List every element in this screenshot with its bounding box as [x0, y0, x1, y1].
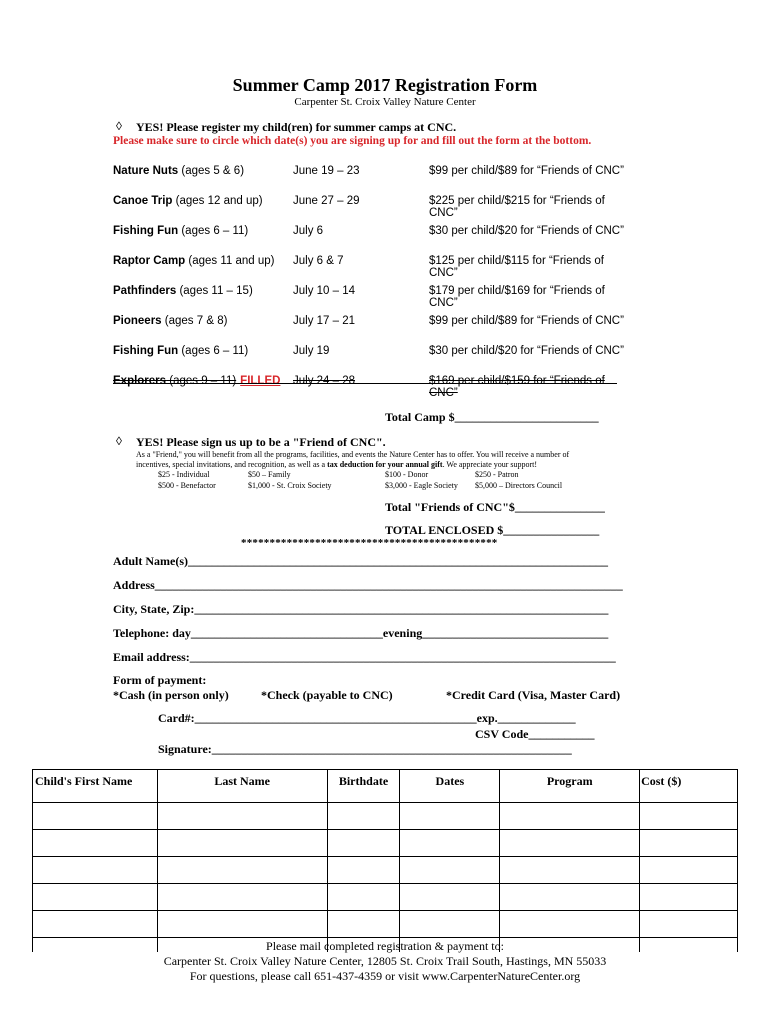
table-cell[interactable] [500, 911, 640, 938]
camp-ages: (ages 6 – 11) [178, 345, 249, 357]
level-50: $50 – Family [248, 470, 291, 479]
city-state-zip-field[interactable]: City, State, Zip:_____________________________________________________________________ [113, 602, 609, 616]
card-number-field[interactable]: Card#:_______________________________________________exp._____________ [158, 711, 576, 725]
total-friends-field[interactable]: Total "Friends of CNC"$_______________ [385, 500, 605, 514]
level-1000: $1,000 - St. Croix Society [248, 481, 332, 490]
camp-price: $169 per child/$159 for “Friends of CNC” [429, 375, 605, 399]
page-subtitle: Carpenter St. Croix Valley Nature Center [294, 96, 476, 108]
table-cell[interactable] [400, 830, 500, 857]
camp-ages: (ages 7 & 8) [161, 315, 228, 327]
camp-instructions: Please make sure to circle which date(s) you are signing up for and fill out the form at the bottom. [113, 135, 592, 147]
camp-title: Canoe Trip [113, 195, 173, 207]
camp-ages: (ages 12 and up) [172, 195, 263, 207]
table-cell[interactable] [400, 857, 500, 884]
col-cost: Cost ($) [640, 770, 738, 803]
camp-ages: (ages 5 & 6) [178, 165, 245, 177]
signature-field[interactable]: Signature:____________________________________________________________ [158, 742, 572, 756]
camp-title: Explorers [113, 375, 167, 387]
footer [0, 939, 770, 984]
footer-address-line: Carpenter St. Croix Valley Nature Center, 12805 St. Croix Trail South, Hastings, MN 55033 [163, 954, 607, 968]
camp-dates[interactable]: June 19 – 23 [293, 165, 360, 177]
children-table-body [33, 803, 738, 953]
camp-dates[interactable]: July 24 – 28 [293, 375, 356, 387]
table-cell[interactable] [400, 803, 500, 830]
table-cell[interactable] [640, 857, 738, 884]
camp-title: Fishing Fun [113, 225, 179, 237]
camp-dates[interactable]: June 27 – 29 [293, 195, 360, 207]
camp-row[interactable] [113, 375, 633, 399]
friend-description-line [136, 460, 636, 470]
table-row [33, 857, 738, 884]
table-row [33, 911, 738, 938]
camp-ages: (ages 6 – 11) [178, 225, 249, 237]
camp-ages: (ages 9 – 11) [166, 375, 237, 387]
telephone-field[interactable]: Telephone: day________________________________evening_______________________________ [113, 626, 609, 640]
table-cell[interactable] [327, 803, 400, 830]
strikethrough-line [113, 383, 617, 384]
camp-price: $179 per child/$169 for “Friends of CNC” [429, 285, 605, 309]
table-cell[interactable] [327, 830, 400, 857]
table-cell[interactable] [33, 803, 158, 830]
payment-heading: Form of payment: [113, 673, 207, 687]
table-cell[interactable] [157, 830, 327, 857]
camp-row[interactable] [113, 345, 633, 361]
level-100: $100 - Donor [385, 470, 429, 479]
camp-name [113, 285, 253, 297]
camp-row[interactable] [113, 165, 633, 181]
table-cell[interactable] [640, 803, 738, 830]
col-child-first-name: Child's First Name [33, 770, 158, 803]
level-5000: $5,000 – Directors Council [475, 481, 563, 490]
camp-row[interactable] [113, 255, 633, 279]
table-cell[interactable] [400, 911, 500, 938]
col-program: Program [500, 770, 640, 803]
table-cell[interactable] [157, 857, 327, 884]
camp-row[interactable] [113, 285, 633, 309]
table-cell[interactable] [400, 884, 500, 911]
csv-code-field[interactable]: CSV Code___________ [475, 727, 595, 741]
camp-name [113, 345, 248, 357]
camp-price: $225 per child/$215 for “Friends of CNC” [429, 195, 605, 219]
camp-name [113, 225, 248, 237]
camp-name [113, 315, 227, 327]
camp-name [113, 255, 275, 267]
camp-title: Pioneers [113, 315, 162, 327]
table-cell[interactable] [327, 857, 400, 884]
camp-row[interactable] [113, 315, 633, 331]
level-250: $250 - Patron [475, 470, 519, 479]
camp-dates[interactable]: July 17 – 21 [293, 315, 356, 327]
table-cell[interactable] [327, 911, 400, 938]
total-enclosed-field[interactable]: TOTAL ENCLOSED $________________ [385, 523, 600, 537]
camp-price: $99 per child/$89 for “Friends of CNC” [429, 165, 624, 177]
camp-price: $99 per child/$89 for “Friends of CNC” [429, 315, 624, 327]
table-cell[interactable] [157, 803, 327, 830]
table-row [33, 803, 738, 830]
camp-row[interactable] [113, 225, 633, 241]
email-field[interactable]: Email address:_______________________________________________________________________ [113, 650, 616, 664]
camp-ages: (ages 11 and up) [185, 255, 275, 267]
separator-stars: ********************************************* [241, 537, 498, 549]
table-cell[interactable] [500, 857, 640, 884]
table-cell[interactable] [500, 803, 640, 830]
desc-text: incentives, special invitations, and recognition, as well as a [136, 460, 328, 469]
col-birthdate: Birthdate [327, 770, 400, 803]
level-3000: $3,000 - Eagle Society [385, 481, 458, 490]
table-row [33, 884, 738, 911]
camp-dates[interactable]: July 6 & 7 [293, 255, 344, 267]
desc-text: . We appreciate your support! [442, 460, 538, 469]
children-table [32, 769, 738, 952]
footer-mail-line: Please mail completed registration & payment to: [266, 939, 504, 953]
credit-card-option[interactable]: *Credit Card (Visa, Master Card) [446, 688, 621, 702]
camp-title: Nature Nuts [113, 165, 179, 177]
diamond-icon: ◊ [116, 434, 122, 448]
table-cell[interactable] [33, 884, 158, 911]
table-cell[interactable] [33, 830, 158, 857]
camp-name [113, 195, 263, 207]
camp-title: Raptor Camp [113, 255, 186, 267]
table-cell[interactable] [327, 884, 400, 911]
table-cell[interactable] [640, 884, 738, 911]
friend-description-line: As a "Friend," you will benefit from all the programs, facilities, and events the Nature Center has to offer. You will receive a number of [136, 450, 570, 459]
filled-badge: FILLED [240, 375, 281, 387]
friend-description [136, 450, 636, 470]
camp-name [113, 165, 244, 177]
check-option[interactable]: *Check (payable to CNC) [261, 688, 393, 702]
table-cell[interactable] [640, 830, 738, 857]
page-title: Summer Camp 2017 Registration Form [232, 75, 538, 95]
table-header-row [33, 770, 738, 803]
col-dates: Dates [400, 770, 500, 803]
tax-deduction-text: tax deduction for your annual gift [327, 460, 443, 469]
camp-name [113, 375, 280, 387]
level-500: $500 - Benefactor [158, 481, 216, 490]
table-cell[interactable] [33, 911, 158, 938]
camp-section-heading: YES! Please register my child(ren) for summer camps at CNC. [136, 120, 457, 134]
table-cell[interactable] [500, 830, 640, 857]
camp-dates[interactable]: July 10 – 14 [293, 285, 356, 297]
table-cell[interactable] [500, 884, 640, 911]
address-field[interactable]: Address______________________________________________________________________________ [113, 578, 623, 592]
footer-contact-line: For questions, please call 651-437-4359 or visit www.CarpenterNatureCenter.org [189, 969, 581, 983]
col-last-name: Last Name [157, 770, 327, 803]
table-cell[interactable] [157, 884, 327, 911]
camp-price: $30 per child/$20 for “Friends of CNC” [429, 345, 624, 357]
diamond-icon: ◊ [116, 119, 122, 133]
friend-section-heading: YES! Please sign us up to be a "Friend of CNC". [136, 435, 386, 449]
table-cell[interactable] [157, 911, 327, 938]
camp-dates[interactable]: July 19 [293, 345, 330, 357]
table-row [33, 830, 738, 857]
level-25: $25 - Individual [158, 470, 210, 479]
camp-price: $30 per child/$20 for “Friends of CNC” [429, 225, 624, 237]
table-cell[interactable] [640, 911, 738, 938]
adult-name-field[interactable]: Adult Name(s)______________________________________________________________________ [113, 554, 608, 568]
camp-title: Fishing Fun [113, 345, 179, 357]
table-cell[interactable] [33, 857, 158, 884]
camp-title: Pathfinders [113, 285, 177, 297]
camp-dates[interactable]: July 6 [293, 225, 324, 237]
total-camp-field[interactable]: Total Camp $________________________ [385, 410, 599, 424]
cash-option[interactable]: *Cash (in person only) [113, 688, 229, 702]
camp-price: $125 per child/$115 for “Friends of CNC” [429, 255, 604, 279]
camp-ages: (ages 11 – 15) [176, 285, 253, 297]
camp-row[interactable] [113, 195, 633, 219]
